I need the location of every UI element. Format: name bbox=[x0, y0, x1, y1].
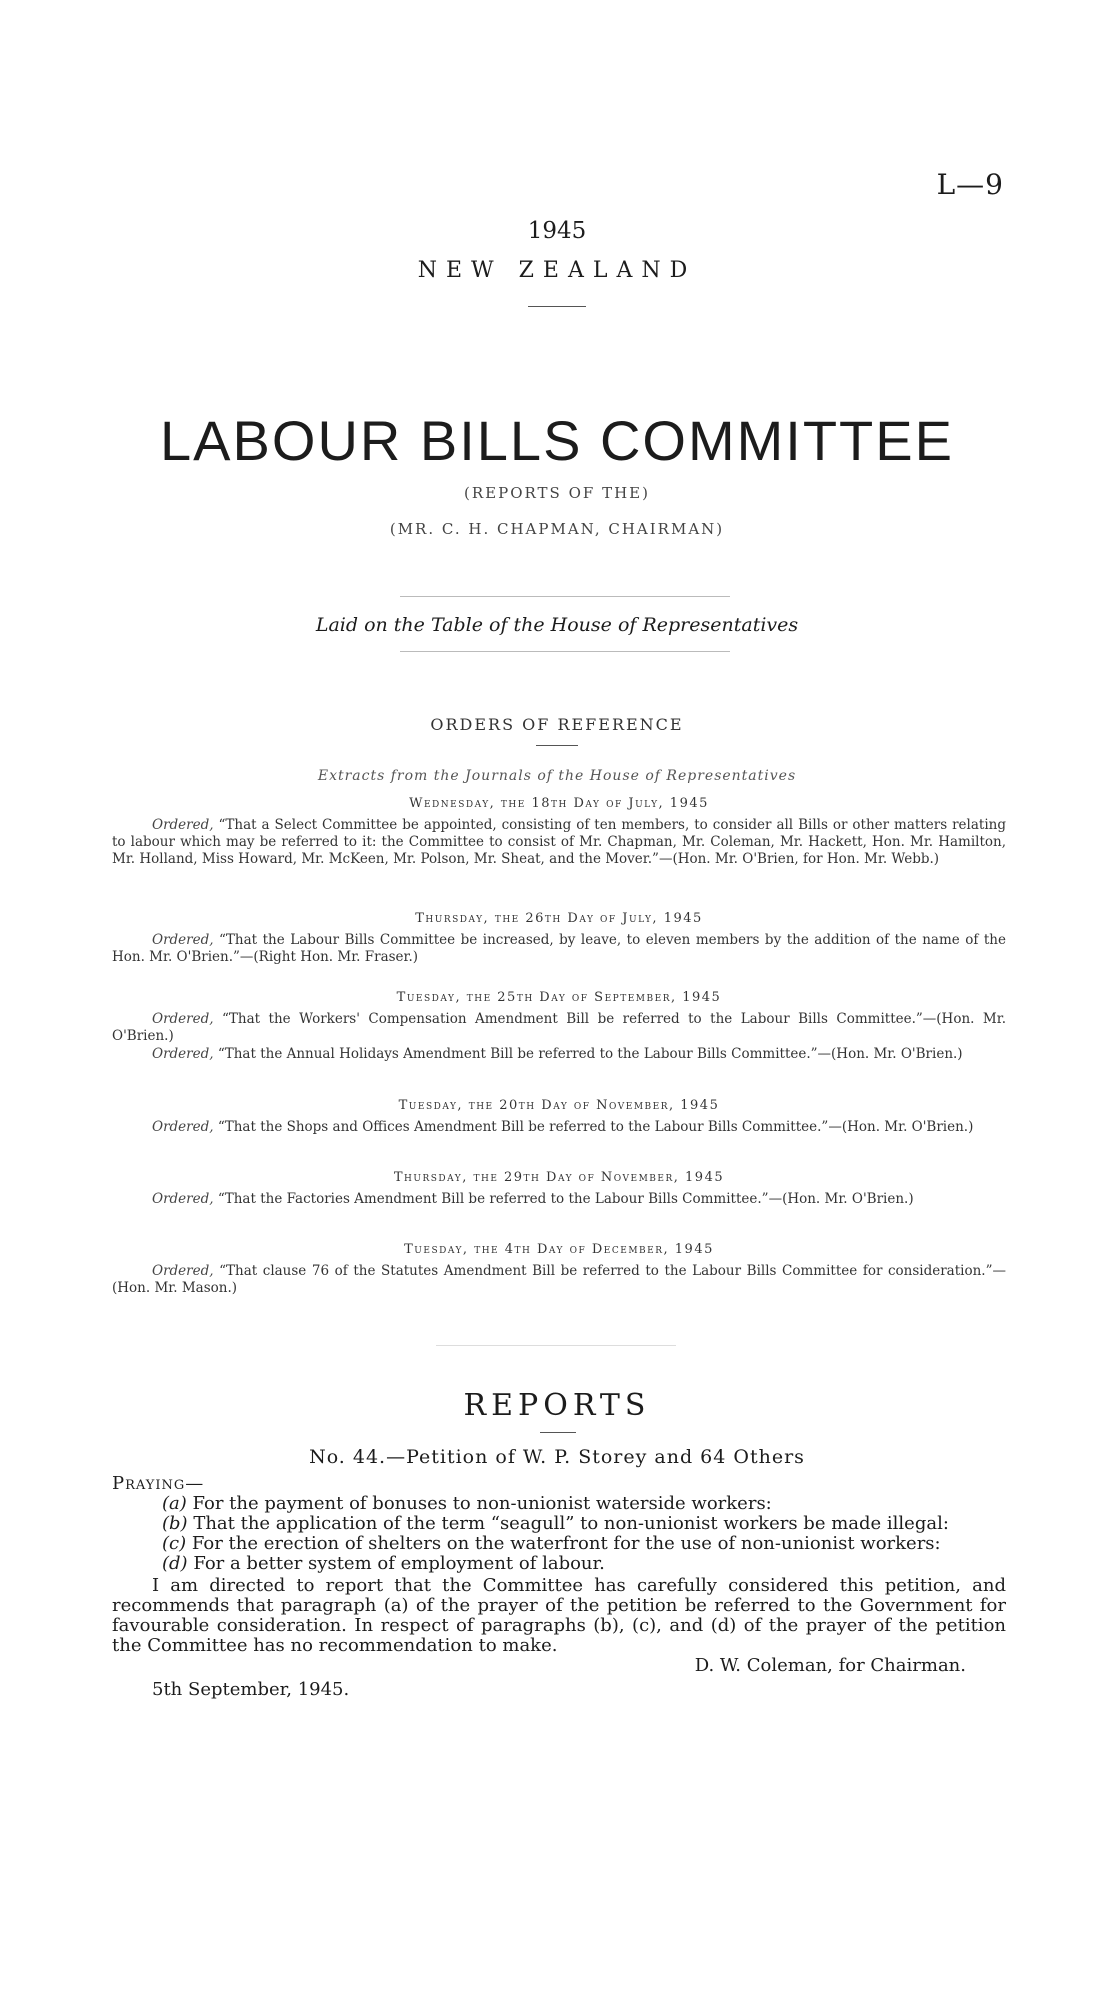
order-entry bbox=[112, 796, 1006, 868]
divider bbox=[536, 745, 578, 746]
order-entry bbox=[112, 911, 1006, 966]
order-date: Thursday, the 29th Day of November, 1945 bbox=[393, 1170, 725, 1185]
item-label: (d) bbox=[162, 1553, 188, 1574]
item-text: For the payment of bonuses to non-unionist waterside workers: bbox=[192, 1493, 772, 1514]
year: 1945 bbox=[527, 218, 587, 244]
signature: D. W. Coleman, for Chairman. bbox=[694, 1655, 966, 1676]
extracts-note: Extracts from the Journals of the House of Representatives bbox=[317, 768, 797, 784]
divider bbox=[400, 651, 730, 652]
order-date: Tuesday, the 25th Day of September, 1945 bbox=[396, 990, 722, 1005]
order-text: “That a Select Committee be appointed, consisting of ten members, to consider all Bills or other matters relating to labour which may be referred to it: the Committee to consist of Mr. Chapman, Mr. Coleman, Mr. Hackett, Hon. Mr. Hamilton, Mr. Holland, Miss Howard, Mr. McKeen, Mr. Polson, Mr. Sheat, and the Mover.”—(Hon. Mr. O'Brien, for Hon. Mr. Webb.) bbox=[112, 817, 1006, 867]
order-paragraph bbox=[112, 1263, 1006, 1297]
prayer-item bbox=[112, 1534, 1006, 1554]
divider bbox=[436, 1345, 676, 1346]
order-text: “That the Annual Holidays Amendment Bill be referred to the Labour Bills Committee.”—(Hon. Mr. O'Brien.) bbox=[217, 1046, 963, 1062]
order-date: Tuesday, the 20th Day of November, 1945 bbox=[398, 1098, 720, 1113]
divider bbox=[528, 306, 586, 307]
ordered-label: Ordered, bbox=[152, 932, 214, 948]
ordered-label: Ordered, bbox=[152, 1046, 214, 1062]
item-text: For a better system of employment of labour. bbox=[193, 1553, 605, 1574]
order-paragraph bbox=[112, 932, 1006, 966]
subtitle: (REPORTS OF THE) bbox=[464, 484, 650, 502]
item-text: For the erection of shelters on the waterfront for the use of non-unionist workers: bbox=[191, 1533, 941, 1554]
order-paragraph bbox=[112, 1191, 1006, 1208]
page-identifier: L—9 bbox=[936, 168, 1004, 201]
reports-heading: REPORTS bbox=[463, 1388, 651, 1423]
petition-title: No. 44.—Petition of W. P. Storey and 64 Others bbox=[309, 1446, 805, 1468]
report-paragraph: I am directed to report that the Committee has carefully considered this petition, and recommends that paragraph (a) of the prayer of the petition be referred to the Government for favourable consideration. In respect of paragraphs (b), (c), and (d) of the prayer of the petition the Committee has no recommendation to make. bbox=[112, 1575, 1006, 1656]
ordered-label: Ordered, bbox=[152, 817, 214, 833]
order-paragraph bbox=[112, 1046, 1006, 1063]
ordered-label: Ordered, bbox=[152, 1263, 214, 1279]
prayer-item bbox=[112, 1494, 1006, 1514]
ordered-label: Ordered, bbox=[152, 1011, 214, 1027]
ordered-label: Ordered, bbox=[152, 1119, 214, 1135]
order-entry bbox=[112, 1170, 1006, 1208]
divider bbox=[400, 596, 730, 597]
order-entry bbox=[112, 1098, 1006, 1136]
praying-label: Praying— bbox=[112, 1473, 205, 1494]
order-paragraph bbox=[112, 817, 1006, 868]
item-text: That the application of the term “seagull” to non-unionist workers be made illegal: bbox=[193, 1513, 949, 1534]
divider bbox=[540, 1432, 576, 1433]
ordered-label: Ordered, bbox=[152, 1191, 214, 1207]
order-date: Tuesday, the 4th Day of December, 1945 bbox=[404, 1242, 714, 1257]
orders-of-reference-heading: ORDERS OF REFERENCE bbox=[430, 715, 684, 734]
report-body bbox=[112, 1474, 1006, 1700]
order-text: “That the Shops and Offices Amendment Bill be referred to the Labour Bills Committee.”—(Hon. Mr. O'Brien.) bbox=[217, 1119, 974, 1135]
order-text: “That the Factories Amendment Bill be referred to the Labour Bills Committee.”—(Hon. Mr. O'Brien.) bbox=[217, 1191, 914, 1207]
order-date: Thursday, the 26th Day of July, 1945 bbox=[415, 911, 703, 926]
prayer-item bbox=[112, 1514, 1006, 1534]
order-text: “That the Workers' Compensation Amendment Bill be referred to the Labour Bills Committee.”—(Hon. Mr. O'Brien.) bbox=[112, 1011, 1006, 1044]
laid-on-table: Laid on the Table of the House of Representatives bbox=[315, 614, 799, 636]
country-name: NEW ZEALAND bbox=[417, 258, 697, 283]
chairman-line: (MR. C. H. CHAPMAN, CHAIRMAN) bbox=[389, 520, 725, 538]
item-label: (a) bbox=[162, 1493, 187, 1514]
order-date: Wednesday, the 18th Day of July, 1945 bbox=[409, 796, 709, 811]
prayer-item bbox=[112, 1554, 1006, 1574]
order-entry bbox=[112, 990, 1006, 1063]
order-text: “That clause 76 of the Statutes Amendment Bill be referred to the Labour Bills Committee for consideration.”—(Hon. Mr. Mason.) bbox=[112, 1263, 1006, 1296]
order-text: “That the Labour Bills Committee be increased, by leave, to eleven members by the addition of the name of the Hon. Mr. O'Brien.”—(Right Hon. Mr. Fraser.) bbox=[112, 932, 1006, 965]
item-label: (b) bbox=[162, 1513, 188, 1534]
order-entry bbox=[112, 1242, 1006, 1297]
item-label: (c) bbox=[162, 1533, 187, 1554]
order-paragraph bbox=[112, 1119, 1006, 1136]
report-date: 5th September, 1945. bbox=[152, 1679, 350, 1700]
order-paragraph bbox=[112, 1011, 1006, 1045]
page-title: LABOUR BILLS COMMITTEE bbox=[160, 409, 954, 472]
